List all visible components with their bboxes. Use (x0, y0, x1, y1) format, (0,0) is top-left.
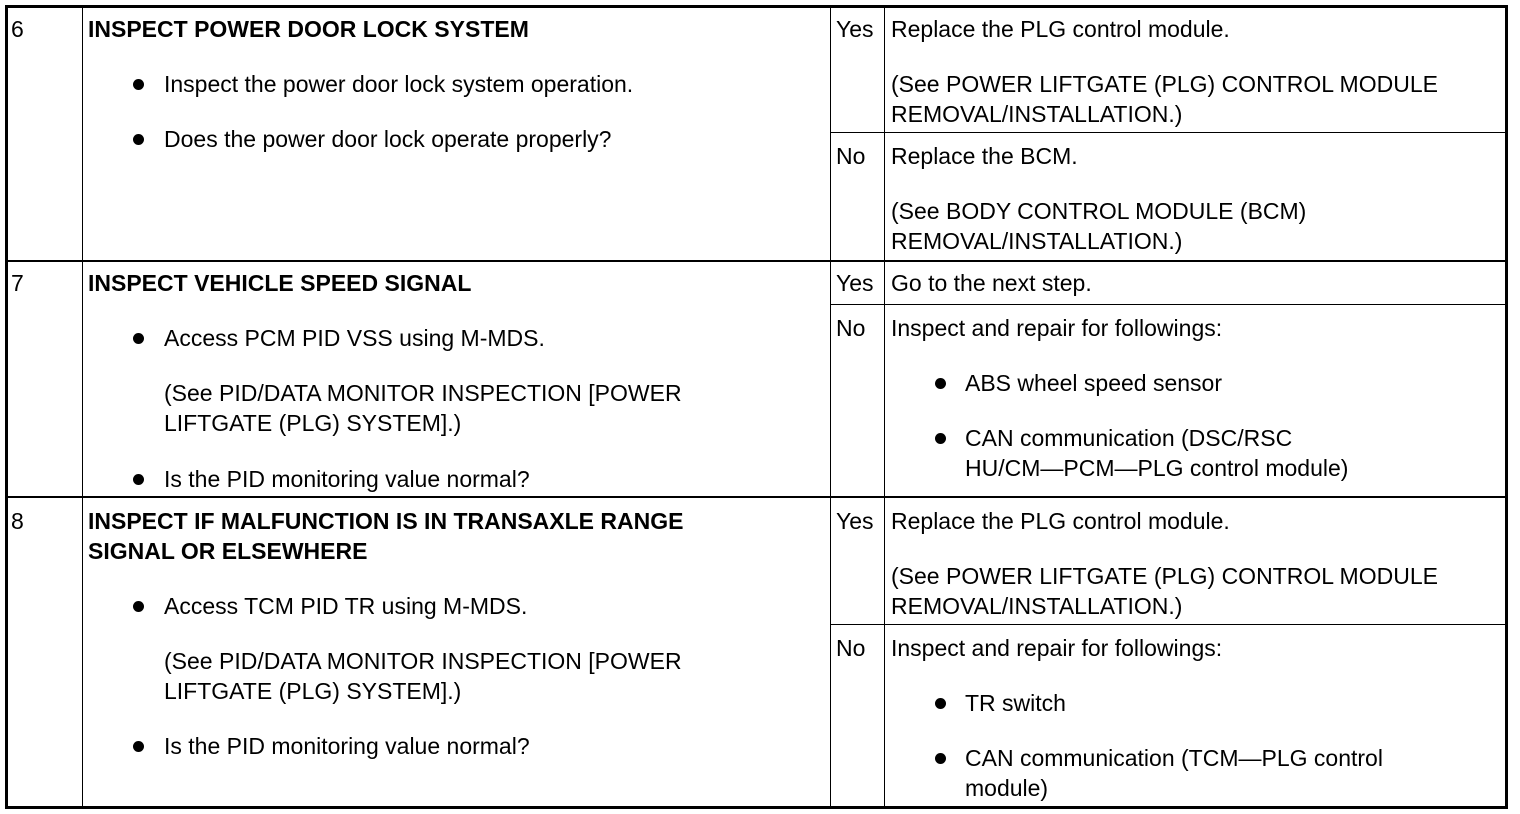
step-reference: LIFTGATE (PLG) SYSTEM].) (164, 678, 462, 704)
bullet-dot (935, 378, 946, 389)
column-divider (82, 5, 83, 809)
step-bullet: Inspect the power door lock system operation. (164, 71, 634, 97)
yes-reference: REMOVAL/INSTALLATION.) (891, 101, 1183, 127)
repair-item: module) (965, 775, 1049, 801)
row-divider (5, 496, 1508, 498)
row-divider (5, 260, 1508, 262)
step-bullet: Is the PID monitoring value normal? (164, 466, 530, 492)
repair-item: CAN communication (TCM—PLG control (965, 745, 1383, 771)
yes-no-divider (830, 304, 1508, 305)
repair-item: TR switch (965, 690, 1066, 716)
bullet-dot (133, 474, 144, 485)
column-divider (830, 5, 831, 809)
step-number: 8 (11, 508, 24, 534)
step-reference: (See PID/DATA MONITOR INSPECTION [POWER (164, 648, 682, 674)
repair-item: HU/CM—PCM—PLG control module) (965, 455, 1349, 481)
yes-label: Yes (836, 508, 874, 534)
no-label: No (836, 143, 866, 169)
step-number: 6 (11, 16, 24, 42)
yes-action: Go to the next step. (891, 270, 1092, 296)
step-title: SIGNAL OR ELSEWHERE (88, 538, 368, 564)
repair-item: CAN communication (DSC/RSC (965, 425, 1293, 451)
no-reference: (See BODY CONTROL MODULE (BCM) (891, 198, 1307, 224)
yes-reference: (See POWER LIFTGATE (PLG) CONTROL MODULE (891, 563, 1438, 589)
bullet-dot (133, 134, 144, 145)
no-label: No (836, 635, 866, 661)
step-title: INSPECT POWER DOOR LOCK SYSTEM (88, 16, 529, 42)
step-bullet: Is the PID monitoring value normal? (164, 733, 530, 759)
step-bullet: Access PCM PID VSS using M-MDS. (164, 325, 545, 351)
bullet-dot (935, 433, 946, 444)
step-title: INSPECT VEHICLE SPEED SIGNAL (88, 270, 472, 296)
yes-reference: (See POWER LIFTGATE (PLG) CONTROL MODULE (891, 71, 1438, 97)
repair-item: ABS wheel speed sensor (965, 370, 1222, 396)
no-label: No (836, 315, 866, 341)
no-reference: REMOVAL/INSTALLATION.) (891, 228, 1183, 254)
yes-reference: REMOVAL/INSTALLATION.) (891, 593, 1183, 619)
yes-label: Yes (836, 16, 874, 42)
no-action: Inspect and repair for followings: (891, 635, 1223, 661)
column-divider (884, 5, 885, 809)
yes-no-divider (830, 624, 1508, 625)
bullet-dot (133, 79, 144, 90)
yes-action: Replace the PLG control module. (891, 508, 1230, 534)
bullet-dot (935, 698, 946, 709)
bullet-dot (935, 753, 946, 764)
bullet-dot (133, 333, 144, 344)
bullet-dot (133, 601, 144, 612)
step-number: 7 (11, 270, 24, 296)
step-reference: LIFTGATE (PLG) SYSTEM].) (164, 410, 462, 436)
step-bullet: Does the power door lock operate properly? (164, 126, 612, 152)
yes-label: Yes (836, 270, 874, 296)
yes-action: Replace the PLG control module. (891, 16, 1230, 42)
yes-no-divider (830, 132, 1508, 133)
step-bullet: Access TCM PID TR using M-MDS. (164, 593, 528, 619)
bullet-dot (133, 741, 144, 752)
no-action: Replace the BCM. (891, 143, 1078, 169)
step-reference: (See PID/DATA MONITOR INSPECTION [POWER (164, 380, 682, 406)
step-title: INSPECT IF MALFUNCTION IS IN TRANSAXLE RANGE (88, 508, 684, 534)
no-action: Inspect and repair for followings: (891, 315, 1223, 341)
